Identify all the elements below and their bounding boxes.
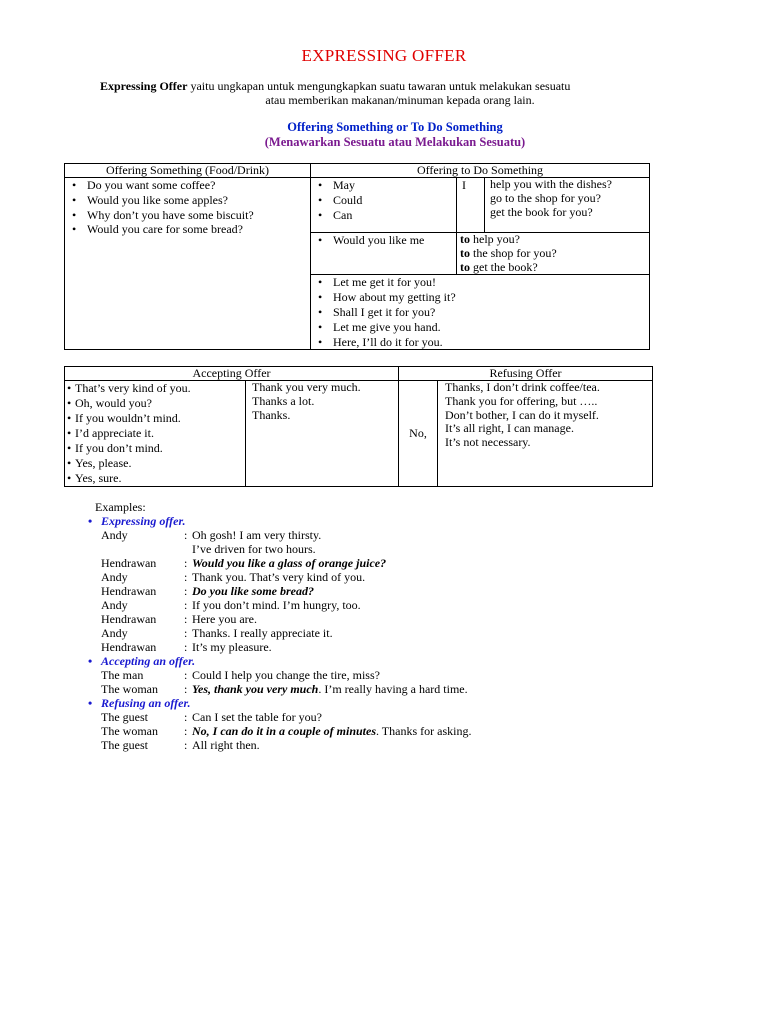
- subheading-indonesian: (Menawarkan Sesuatu atau Melakukan Sesuatu): [264, 135, 526, 149]
- list-item: to help you?: [460, 232, 520, 246]
- list-item: • Would you care for some bread?: [65, 222, 310, 237]
- refuse-header: Refusing Offer: [399, 367, 653, 381]
- intro-line2: atau memberikan makanan/minuman kepada orang lain.: [265, 93, 535, 107]
- other-offers-cell: [311, 275, 650, 350]
- intro-paragraph: [100, 79, 700, 107]
- offer-table: [64, 163, 650, 350]
- dialog-line: Hendrawan : Do you like some bread?: [101, 584, 314, 598]
- accept-list: [65, 381, 245, 486]
- accept-header: Accepting Offer: [65, 367, 399, 381]
- list-item: • Shall I get it for you?: [311, 305, 649, 320]
- list-item: • Could: [311, 193, 456, 208]
- list-item: • If you don’t mind.: [65, 441, 245, 456]
- list-item: Thanks a lot.: [252, 393, 315, 408]
- offer-food-header: Offering Something (Food/Drink): [65, 164, 311, 178]
- dialog-line: Andy : Oh gosh! I am very thirsty.: [101, 528, 322, 542]
- intro-line1: yaitu ungkapan untuk mengungkapkan suatu tawaran untuk melakukan sesuatu: [187, 79, 571, 93]
- dialog-line: Andy : Thanks. I really appreciate it.: [101, 626, 333, 640]
- list-item: go to the shop for you?: [490, 190, 601, 205]
- to-word: to: [460, 232, 470, 246]
- list-item: • If you wouldn’t mind.: [65, 411, 245, 426]
- list-item: • May: [311, 178, 456, 193]
- offer-do-header: Offering to Do Something: [311, 164, 650, 178]
- dialog-line: The man : Could I help you change the tire, miss?: [101, 668, 380, 682]
- list-item: It’s not necessary.: [445, 435, 531, 450]
- dialog-line: The woman : Yes, thank you very much. I’m really having a hard time.: [101, 682, 468, 696]
- list-item: Thank you for offering, but …..: [445, 393, 598, 408]
- response-table: [64, 366, 653, 487]
- dialog-line: The guest : All right then.: [101, 738, 260, 752]
- list-item: • That’s very kind of you.: [65, 381, 245, 396]
- list-item: • Can: [311, 208, 456, 223]
- intro-term: Expressing Offer: [100, 79, 188, 93]
- list-item: • Would you like some apples?: [65, 193, 310, 208]
- examples-section: [88, 514, 708, 752]
- food-offer-cell: [65, 178, 311, 350]
- section-heading-accept: • Accepting an offer.: [88, 654, 708, 668]
- list-item: • Let me give you hand.: [311, 320, 649, 335]
- list-item: • Why don’t you have some biscuit?: [65, 208, 310, 223]
- accept-bullets-cell: [65, 381, 246, 487]
- list-item: to the shop for you?: [460, 245, 557, 260]
- dialog-line: Andy : If you don’t mind. I’m hungry, too.: [101, 598, 361, 612]
- refuse-cell: [438, 381, 653, 487]
- list-item: Don’t bother, I can do it myself.: [445, 407, 599, 422]
- dialog-line: Andy : Thank you. That’s very kind of you.: [101, 570, 366, 584]
- list-item: Thanks, I don’t drink coffee/tea.: [445, 380, 600, 394]
- list-item: • I’d appreciate it.: [65, 426, 245, 441]
- to-word: to: [460, 259, 470, 274]
- list-item: Thanks.: [252, 407, 291, 422]
- list-item: to get the book?: [460, 259, 538, 274]
- dialog-line: I’ve driven for two hours.: [192, 542, 316, 556]
- dialog-line: The guest : Can I set the table for you?: [101, 710, 322, 724]
- dialog-line: Hendrawan : It’s my pleasure.: [101, 640, 272, 654]
- no-cell: No,: [399, 381, 438, 487]
- to-word: to: [460, 245, 470, 260]
- modals-cell: [311, 178, 457, 233]
- list-item: help you with the dishes?: [490, 177, 612, 191]
- dialog-line: Hendrawan : Here you are.: [101, 612, 257, 626]
- list-item: • Yes, please.: [65, 456, 245, 471]
- section-heading-refuse: • Refusing an offer.: [88, 696, 708, 710]
- list-item: It’s all right, I can manage.: [445, 421, 574, 436]
- modals-list: [311, 178, 456, 222]
- accept-plain-cell: [246, 381, 399, 487]
- dialog-line: Hendrawan : Would you like a glass of orange juice?: [101, 556, 387, 570]
- list-item: • Would you like me: [311, 233, 456, 248]
- examples-label: Examples:: [95, 500, 146, 514]
- dialog-line: The woman : No, I can do it in a couple of minutes. Thanks for asking.: [101, 724, 472, 738]
- list-item: • Let me get it for you!: [311, 275, 649, 290]
- food-offer-list: [65, 178, 310, 237]
- would-like-cell: [311, 233, 457, 275]
- list-item: Thank you very much.: [252, 380, 361, 394]
- list-item: • Oh, would you?: [65, 396, 245, 411]
- list-item: • Do you want some coffee?: [65, 178, 310, 193]
- list-item: • How about my getting it?: [311, 290, 649, 305]
- list-item: • Yes, sure.: [65, 471, 245, 486]
- page-title: EXPRESSING OFFER: [301, 46, 467, 65]
- list-item: • Here, I’ll do it for you.: [311, 335, 649, 350]
- pronoun-cell: I: [457, 178, 485, 233]
- section-heading-offer: • Expressing offer.: [88, 514, 708, 528]
- to-completions-cell: [457, 233, 650, 275]
- modal-completions-cell: [485, 178, 650, 233]
- subheading-english: Offering Something or To Do Something: [287, 120, 503, 134]
- other-offers-list: [311, 275, 649, 349]
- list-item: get the book for you?: [490, 204, 593, 219]
